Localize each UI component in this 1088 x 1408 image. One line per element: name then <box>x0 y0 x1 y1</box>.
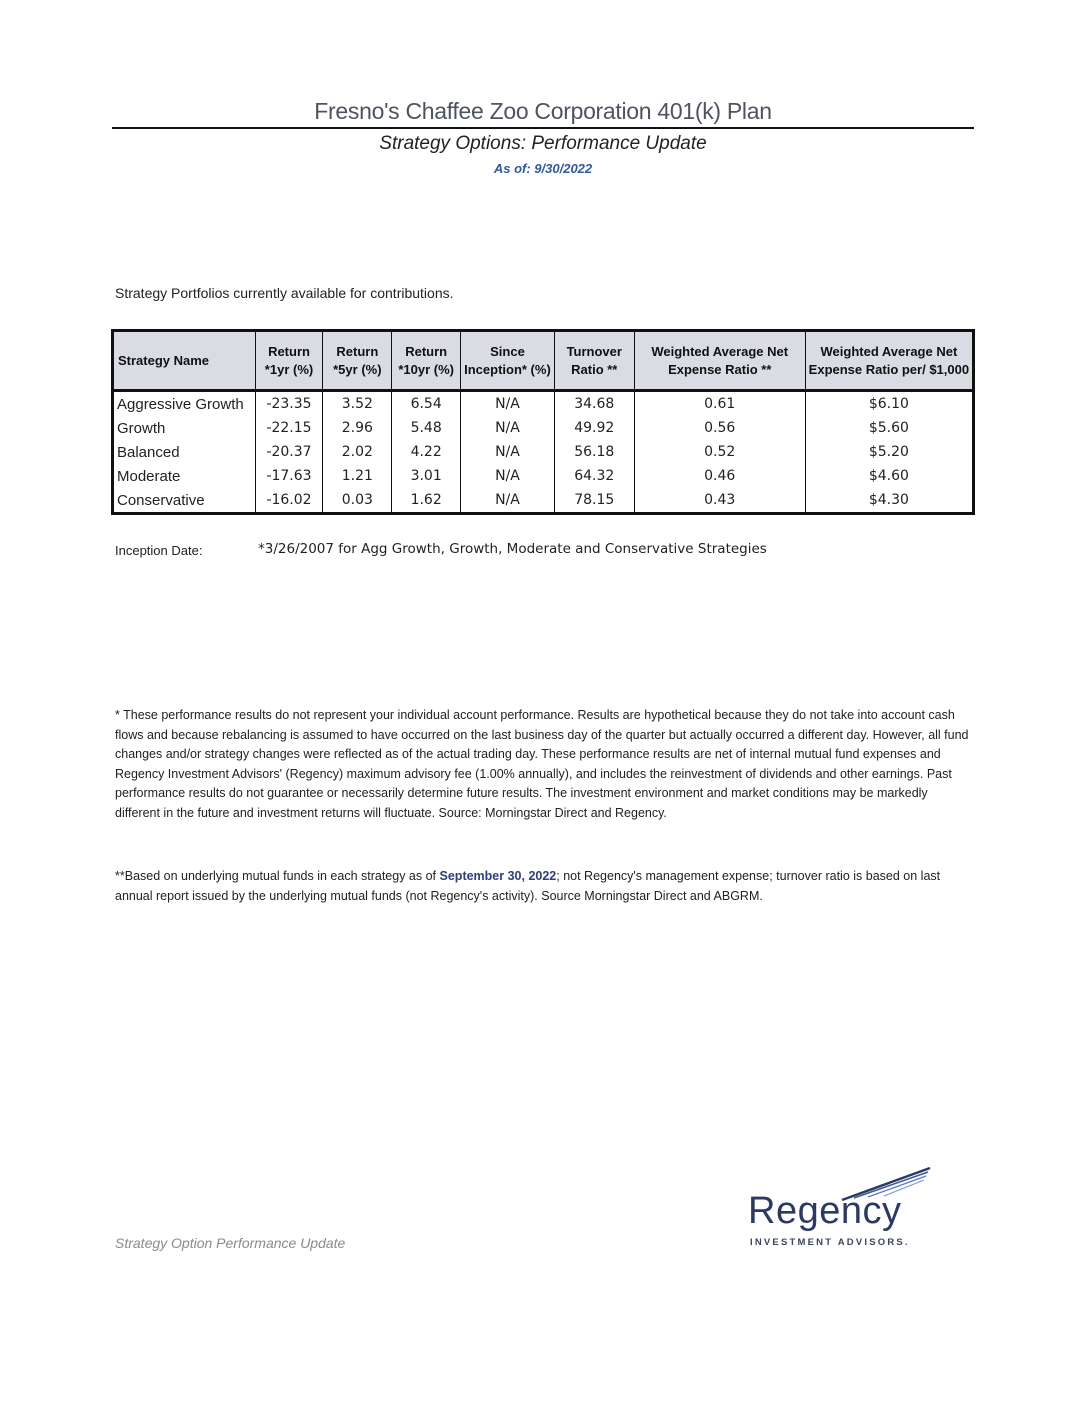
cell-net-expense-ratio: 0.43 <box>634 488 805 514</box>
cell-return-10yr: 3.01 <box>392 464 461 488</box>
cell-return-1yr: -23.35 <box>255 391 323 417</box>
cell-strategy-name: Growth <box>113 416 256 440</box>
cell-return-5yr: 2.96 <box>323 416 392 440</box>
col-header-net-expense-ratio: Weighted Average Net Expense Ratio ** <box>634 331 805 391</box>
regency-logo <box>740 1166 940 1252</box>
cell-return-5yr: 1.21 <box>323 464 392 488</box>
cell-expense-per-1000: $5.20 <box>805 440 973 464</box>
cell-return-10yr: 4.22 <box>392 440 461 464</box>
performance-table <box>111 329 975 515</box>
cell-return-10yr: 5.48 <box>392 416 461 440</box>
cell-return-5yr: 2.02 <box>323 440 392 464</box>
table-row <box>113 416 974 440</box>
inception-date-label: Inception Date: <box>115 543 203 558</box>
cell-return-10yr: 1.62 <box>392 488 461 514</box>
expense-footnote <box>115 867 975 906</box>
expense-footnote-pre: **Based on underlying mutual funds in each strategy as of <box>115 869 440 883</box>
expense-footnote-post: ; not Regency's management expense; turnover ratio is based on last annual report issued by the underlying mutual funds (not Regency's activity). Source Morningstar Direct and ABGRM. <box>115 869 941 903</box>
table-header-row <box>113 331 974 391</box>
cell-return-5yr: 0.03 <box>323 488 392 514</box>
col-header-return-10yr: Return *10yr (%) <box>392 331 461 391</box>
intro-text: Strategy Portfolios currently available for contributions. <box>115 285 454 301</box>
logo-wordmark: Regency <box>748 1190 902 1232</box>
page-title: Fresno's Chaffee Zoo Corporation 401(k) Plan <box>314 98 772 124</box>
cell-turnover-ratio: 56.18 <box>554 440 634 464</box>
col-header-turnover-ratio: Turnover Ratio ** <box>554 331 634 391</box>
expense-footnote-date: September 30, 2022 <box>439 869 557 883</box>
table-row <box>113 464 974 488</box>
cell-net-expense-ratio: 0.52 <box>634 440 805 464</box>
cell-return-10yr: 6.54 <box>392 391 461 417</box>
table-row <box>113 391 974 417</box>
cell-return-1yr: -17.63 <box>255 464 323 488</box>
cell-strategy-name: Aggressive Growth <box>113 391 256 417</box>
col-header-return-5yr: Return *5yr (%) <box>323 331 392 391</box>
performance-disclaimer: * These performance results do not represent your individual account performance. Results are hypothetical because they do not take into account cash flows and because rebalancing is assumed to have occurred on the last business day of the quarter but actually occurred a different day. However, all fund changes and/or strategy changes were reflected as of the actual trading day. These performance results are net of internal mutual fund expenses and Regency Investment Advisors' (Regency) maximum advisory fee (1.00% annually), and includes the reinvestment of dividends and other earnings. Past performance results do not guarantee or necessarily determine future results. The investment environment and market conditions may be markedly different in the future and investment returns will fluctuate. Source: Morningstar Direct and Regency. <box>115 708 969 820</box>
cell-net-expense-ratio: 0.61 <box>634 391 805 417</box>
col-header-return-1yr: Return *1yr (%) <box>255 331 323 391</box>
inception-date-text: *3/26/2007 for Agg Growth, Growth, Moderate and Conservative Strategies <box>258 541 767 557</box>
as-of-date: As of: 9/30/2022 <box>493 161 593 176</box>
page-subtitle: Strategy Options: Performance Update <box>379 133 707 154</box>
cell-expense-per-1000: $4.30 <box>805 488 973 514</box>
cell-since-inception: N/A <box>461 464 555 488</box>
title-divider <box>112 127 974 129</box>
col-header-expense-per-1000: Weighted Average Net Expense Ratio per/ $1,000 <box>805 331 973 391</box>
table-row <box>113 488 974 514</box>
cell-expense-per-1000: $6.10 <box>805 391 973 417</box>
col-header-strategy-name: Strategy Name <box>113 331 256 391</box>
cell-return-1yr: -16.02 <box>255 488 323 514</box>
cell-turnover-ratio: 64.32 <box>554 464 634 488</box>
cell-turnover-ratio: 78.15 <box>554 488 634 514</box>
cell-since-inception: N/A <box>461 391 555 417</box>
cell-since-inception: N/A <box>461 416 555 440</box>
cell-since-inception: N/A <box>461 488 555 514</box>
cell-strategy-name: Conservative <box>113 488 256 514</box>
cell-return-1yr: -22.15 <box>255 416 323 440</box>
cell-expense-per-1000: $4.60 <box>805 464 973 488</box>
footer-text: Strategy Option Performance Update <box>115 1235 346 1251</box>
col-header-since-inception: Since Inception* (%) <box>461 331 555 391</box>
cell-turnover-ratio: 49.92 <box>554 416 634 440</box>
cell-strategy-name: Moderate <box>113 464 256 488</box>
cell-net-expense-ratio: 0.46 <box>634 464 805 488</box>
cell-return-1yr: -20.37 <box>255 440 323 464</box>
cell-return-5yr: 3.52 <box>323 391 392 417</box>
cell-since-inception: N/A <box>461 440 555 464</box>
cell-strategy-name: Balanced <box>113 440 256 464</box>
logo-tagline: INVESTMENT ADVISORS. <box>750 1237 910 1248</box>
cell-net-expense-ratio: 0.56 <box>634 416 805 440</box>
cell-expense-per-1000: $5.60 <box>805 416 973 440</box>
table-row <box>113 440 974 464</box>
cell-turnover-ratio: 34.68 <box>554 391 634 417</box>
